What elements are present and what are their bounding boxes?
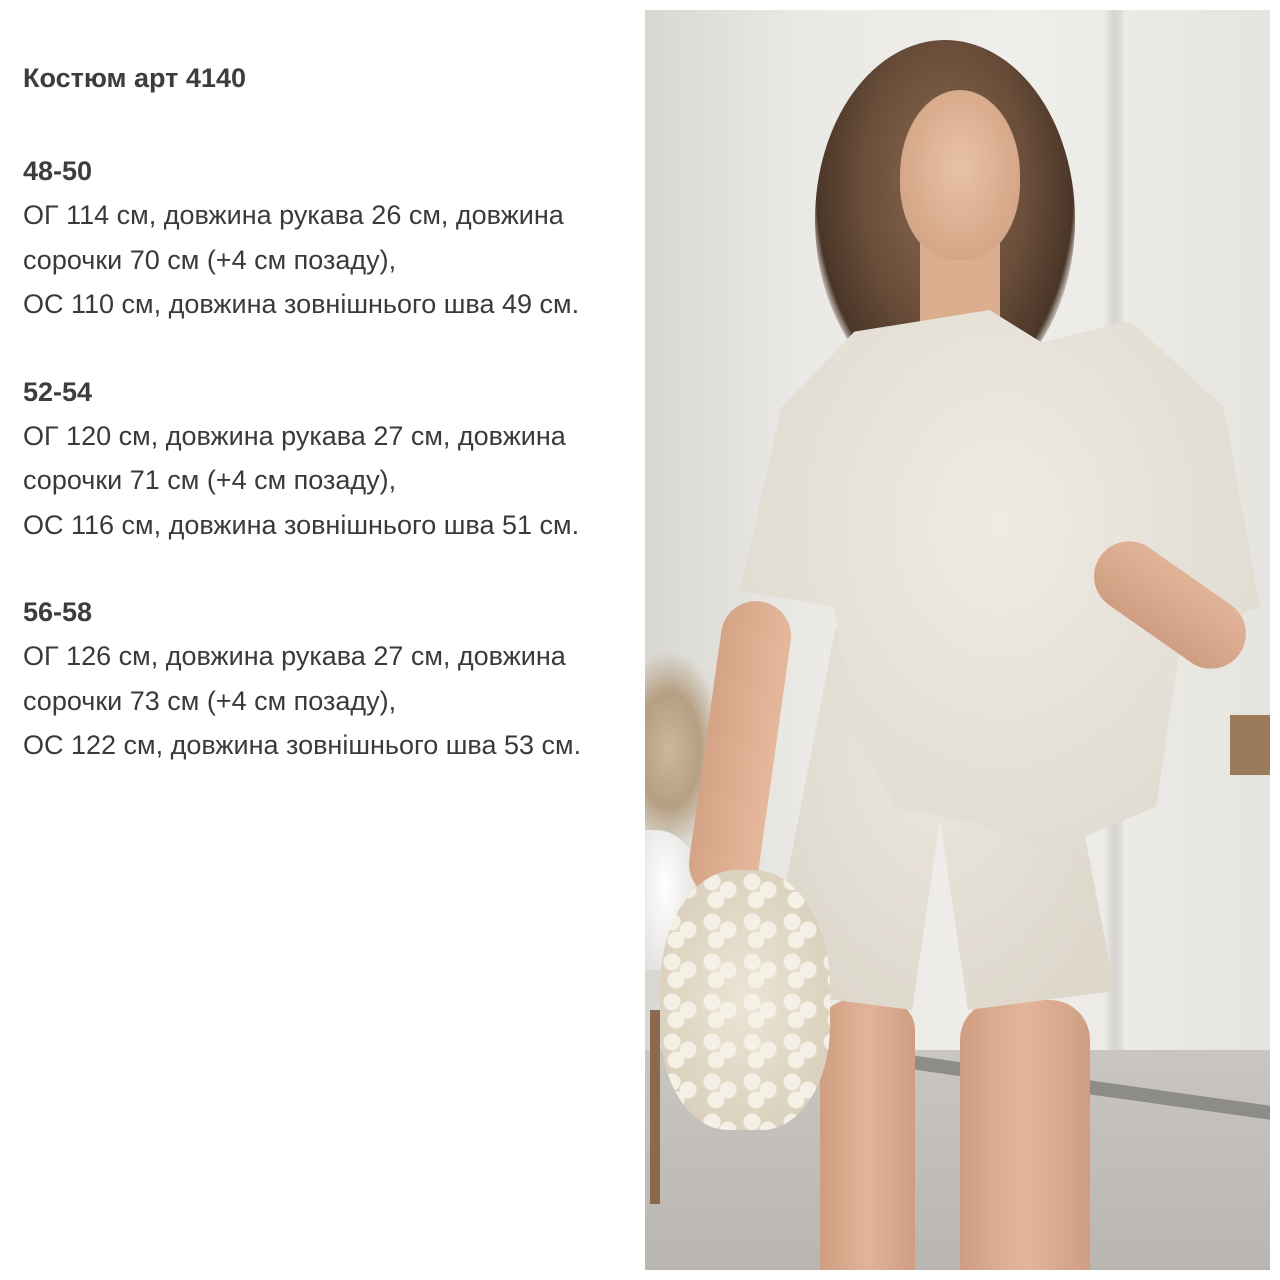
model-leg-left [820,1000,915,1270]
product-photo [645,10,1270,1270]
size-measurement-line: сорочки 71 см (+4 см позаду), [23,465,397,495]
model-face [900,90,1020,260]
size-heading: 56-58 [23,597,93,627]
size-measurement-line: сорочки 70 см (+4 см позаду), [23,244,397,275]
size-measurement-line: ОС 122 см, довжина зовнішнього шва 53 см. [23,730,582,760]
size-measurement-line: сорочки 73 см (+4 см позаду), [23,685,397,716]
model-leg-right [960,1000,1090,1270]
size-heading: 52-54 [23,376,93,407]
size-block-48-50 [23,149,638,327]
size-heading: 48-50 [23,156,93,186]
wall-shelf [1230,715,1270,775]
size-measurement-line: ОГ 114 см, довжина рукава 26 см, довжина [23,200,564,230]
product-title: Костюм арт 4140 [23,63,246,93]
size-spec-panel [23,55,638,811]
size-measurement-line: ОС 116 см, довжина зовнішнього шва 51 см. [23,509,580,540]
size-measurement-line: ОС 110 см, довжина зовнішнього шва 49 см. [23,289,580,319]
size-measurement-line: ОГ 126 см, довжина рукава 27 см, довжина [23,641,566,671]
crochet-bag [660,870,830,1130]
size-block-52-54 [23,370,638,548]
size-measurement-line: ОГ 120 см, довжина рукава 27 см, довжина [23,420,566,451]
size-block-56-58 [23,590,638,768]
